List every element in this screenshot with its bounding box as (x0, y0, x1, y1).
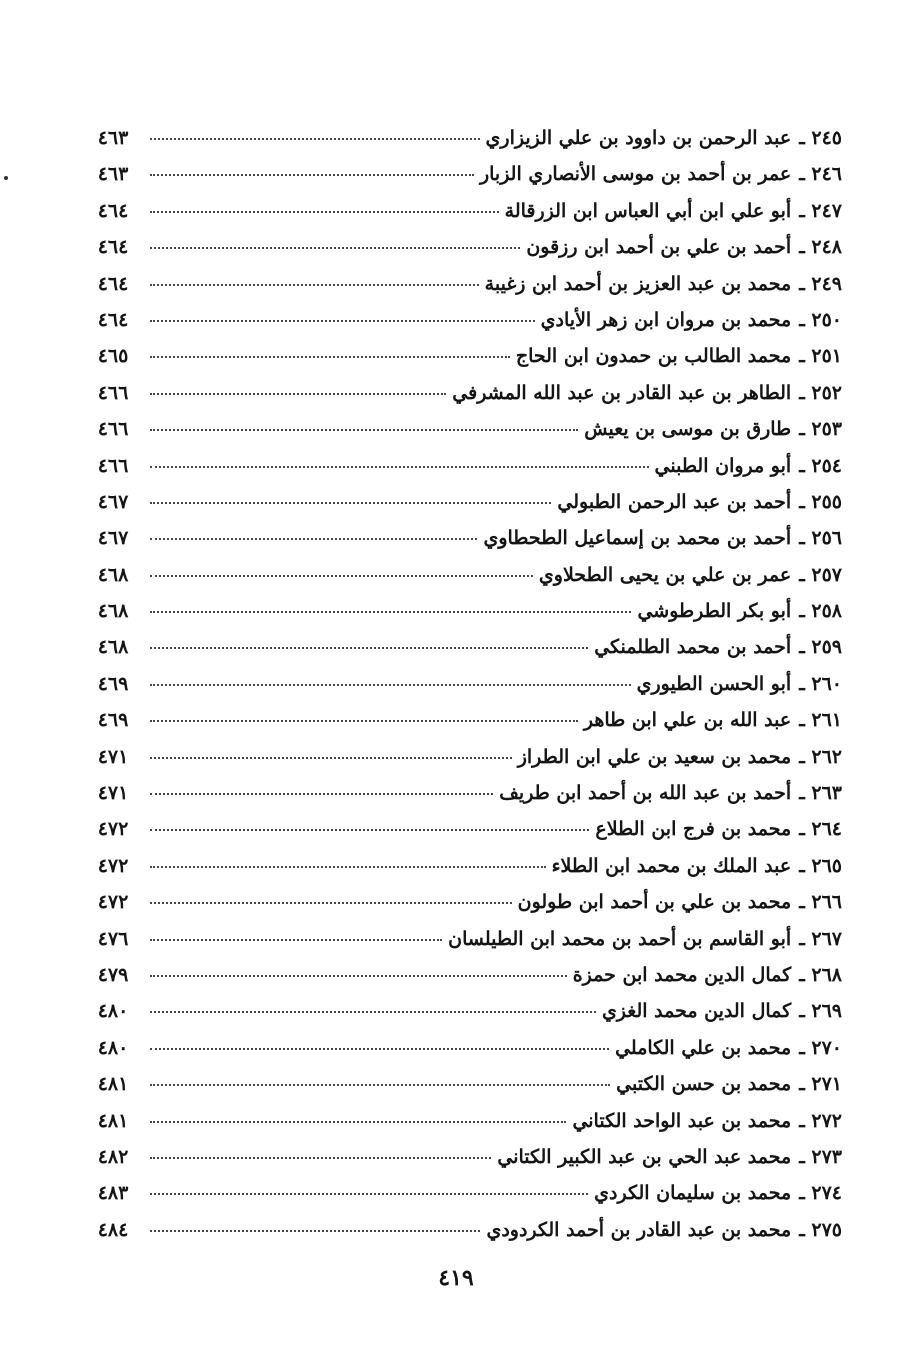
entry-number: ٢٧١ ـ (799, 1073, 842, 1096)
toc-entry (82, 1110, 842, 1146)
entry-page-number: ٤٨١ (97, 1073, 129, 1096)
toc-entry (82, 382, 842, 418)
entry-title: أبو الحسن الطيوري (636, 672, 792, 695)
entry-number: ٢٧٢ ـ (799, 1109, 842, 1132)
entry-title: محمد بن مروان ابن زهر الأيادي (540, 308, 792, 331)
dot-leader (150, 1157, 491, 1159)
toc-entry (82, 200, 842, 236)
entry-page-number: ٤٨٠ (97, 1036, 129, 1059)
entry-page-number: ٤٦٤ (97, 199, 129, 222)
entry-title: محمد عبد الحي بن عبد الكبير الكتاني (497, 1145, 792, 1168)
toc-entry (82, 600, 842, 636)
toc-entry (82, 1146, 842, 1182)
dot-leader (150, 902, 512, 904)
dot-leader (150, 174, 474, 176)
entry-page-number: ٤٧٢ (97, 854, 129, 877)
toc-entry (82, 527, 842, 563)
dot-leader (150, 1121, 566, 1123)
entry-page-number: ٤٦٦ (97, 418, 129, 441)
entry-number: ٢٤٦ ـ (799, 163, 842, 186)
dot-leader (150, 1193, 588, 1195)
dot-leader (150, 247, 520, 249)
dot-leader (150, 939, 442, 941)
dot-leader (150, 684, 631, 686)
entry-number: ٢٥٠ ـ (799, 308, 842, 331)
entry-page-number: ٤٧١ (97, 745, 129, 768)
dot-leader (150, 393, 446, 395)
entry-number: ٢٦٥ ـ (799, 854, 842, 877)
dot-leader (150, 356, 510, 358)
entry-page-number: ٤٦٣ (97, 127, 129, 149)
dot-leader (150, 793, 493, 795)
entry-title: كمال الدين محمد الغزي (601, 1000, 792, 1023)
entry-number: ٢٦٤ ـ (799, 818, 842, 841)
entry-title: أحمد بن عبد الرحمن الطبولي (557, 490, 792, 513)
entry-title: عبد الرحمن بن داوود بن علي الزيزاري (485, 127, 792, 149)
toc-entry (82, 964, 842, 1000)
toc-entry (82, 855, 842, 891)
dot-leader (150, 757, 512, 759)
entry-page-number: ٤٦٨ (97, 563, 129, 586)
entry-number: ٢٧٣ ـ (799, 1145, 842, 1168)
entry-number: ٢٥٧ ـ (799, 563, 842, 586)
toc-entry (82, 1182, 842, 1218)
entry-title: الطاهر بن عبد القادر بن عبد الله المشرفي (452, 381, 792, 404)
entry-title: أحمد بن علي بن أحمد ابن رزقون (526, 236, 792, 259)
entry-page-number: ٤٦٤ (97, 236, 129, 259)
entry-number: ٢٦٦ ـ (799, 891, 842, 914)
entry-number: ٢٤٥ ـ (799, 127, 842, 149)
toc-entry (82, 345, 842, 381)
dot-leader (150, 866, 546, 868)
dot-leader (150, 1011, 596, 1013)
entry-page-number: ٤٦٨ (97, 600, 129, 623)
entry-page-number: ٤٦٧ (97, 490, 129, 513)
dot-leader (150, 647, 588, 649)
toc-entry (82, 636, 842, 672)
entry-title: عمر بن أحمد بن موسى الأنصاري الزبار (479, 163, 792, 186)
entry-number: ٢٦٨ ـ (799, 963, 842, 986)
entry-title: محمد بن سعيد بن علي ابن الطراز (517, 745, 792, 768)
toc-entry (82, 673, 842, 709)
entry-title: محمد بن علي الكاملي (615, 1036, 792, 1059)
toc-entry (82, 491, 842, 527)
entry-title: محمد بن فرج ابن الطلاع (595, 818, 792, 841)
entry-title: محمد بن عبد العزيز بن أحمد ابن زغيبة (484, 272, 792, 295)
entry-number: ٢٧٠ ـ (799, 1036, 842, 1059)
entry-title: طارق بن موسى بن يعيش (584, 418, 792, 441)
entry-page-number: ٤٧٢ (97, 891, 129, 914)
toc-entry (82, 1000, 842, 1036)
entry-page-number: ٤٦٧ (97, 527, 129, 550)
entry-title: أبو مروان الطبني (654, 454, 792, 477)
entry-number: ٢٥٥ ـ (799, 490, 842, 513)
entry-number: ٢٥٣ ـ (799, 418, 842, 441)
entry-page-number: ٤٨٣ (97, 1182, 129, 1205)
dot-leader (150, 575, 533, 577)
entry-page-number: ٤٨٠ (97, 1000, 129, 1023)
entry-title: أبو بكر الطرطوشي (637, 600, 792, 623)
toc-entry (82, 163, 842, 199)
entry-title: كمال الدين محمد ابن حمزة (572, 963, 792, 986)
entry-number: ٢٦٢ ـ (799, 745, 842, 768)
toc-entry (82, 455, 842, 491)
toc-entry (82, 309, 842, 345)
dot-leader (150, 429, 578, 431)
toc-entry (82, 818, 842, 854)
dot-leader (150, 975, 567, 977)
toc-entry (82, 746, 842, 782)
entry-page-number: ٤٨٤ (97, 1218, 129, 1241)
entry-number: ٢٥٦ ـ (799, 527, 842, 550)
entry-page-number: ٤٦٤ (97, 272, 129, 295)
entry-number: ٢٥٨ ـ (799, 600, 842, 623)
toc-entry (82, 418, 842, 454)
entry-number: ٢٥٢ ـ (799, 381, 842, 404)
toc-entry (82, 782, 842, 818)
dot-leader (150, 502, 551, 504)
entry-number: ٢٥٩ ـ (799, 636, 842, 659)
toc-entry (82, 273, 842, 309)
entry-page-number: ٤٦٥ (97, 345, 129, 368)
dot-leader (150, 1048, 609, 1050)
dot-leader (150, 538, 477, 540)
entry-page-number: ٤٨١ (97, 1109, 129, 1132)
dot-leader (150, 720, 578, 722)
toc-entry (82, 891, 842, 927)
entry-title: أبو القاسم بن أحمد بن محمد ابن الطيلسان (448, 927, 792, 950)
page-number: ٤١٩ (438, 1265, 474, 1291)
dot-leader (150, 320, 535, 322)
toc-entry (82, 127, 842, 163)
entry-page-number: ٤٦٩ (97, 672, 129, 695)
toc-entry (82, 564, 842, 600)
entry-title: محمد بن سليمان الكردي (594, 1182, 792, 1205)
entry-title: محمد بن حسن الكتبي (616, 1073, 792, 1096)
dot-leader (150, 284, 479, 286)
toc-entry (82, 709, 842, 745)
entry-page-number: ٤٧٢ (97, 818, 129, 841)
toc-entry (82, 1073, 842, 1109)
entry-page-number: ٤٧٩ (97, 963, 129, 986)
entry-title: محمد بن علي بن أحمد ابن طولون (517, 891, 792, 914)
entry-page-number: ٤٦٤ (97, 308, 129, 331)
entry-title: أبو علي ابن أبي العباس ابن الزرقالة (504, 199, 792, 222)
entry-page-number: ٤٧٦ (97, 927, 129, 950)
entry-page-number: ٤٦٨ (97, 636, 129, 659)
entry-title: محمد الطالب بن حمدون ابن الحاج (515, 345, 792, 368)
entry-title: محمد بن عبد الواحد الكتاني (572, 1109, 792, 1132)
entry-number: ٢٦٧ ـ (799, 927, 842, 950)
entry-page-number: ٤٨٢ (97, 1145, 129, 1168)
entry-number: ٢٦٩ ـ (799, 1000, 842, 1023)
entry-number: ٢٤٧ ـ (799, 199, 842, 222)
stray-ink-dot (4, 176, 8, 180)
dot-leader (150, 1084, 610, 1086)
dot-leader (150, 611, 631, 613)
entry-title: محمد بن عبد القادر بن أحمد الكردودي (486, 1218, 792, 1241)
table-of-contents (82, 127, 842, 1255)
entry-title: عمر بن علي بن يحيى الطحلاوي (538, 563, 792, 586)
toc-entry (82, 236, 842, 272)
entry-page-number: ٤٧١ (97, 782, 129, 805)
entry-number: ٢٥٤ ـ (799, 454, 842, 477)
entry-number: ٢٤٨ ـ (799, 236, 842, 259)
entry-title: أحمد بن محمد بن إسماعيل الطحطاوي (483, 527, 792, 550)
entry-title: أحمد بن عبد الله بن أحمد ابن طريف (499, 782, 792, 805)
dot-leader (150, 211, 499, 213)
entry-number: ٢٧٥ ـ (799, 1218, 842, 1241)
entry-number: ٢٧٤ ـ (799, 1182, 842, 1205)
entry-title: عبد الله بن علي ابن طاهر (583, 709, 792, 732)
entry-number: ٢٦٣ ـ (799, 782, 842, 805)
toc-entry (82, 1219, 842, 1255)
entry-number: ٢٤٩ ـ (799, 272, 842, 295)
toc-entry (82, 1037, 842, 1073)
dot-leader (150, 1230, 480, 1232)
toc-entry (82, 928, 842, 964)
entry-page-number: ٤٦٦ (97, 381, 129, 404)
entry-title: عبد الملك بن محمد ابن الطلاء (551, 854, 792, 877)
dot-leader (150, 466, 649, 468)
entry-title: أحمد بن محمد الطلمنكي (594, 636, 792, 659)
dot-leader (150, 138, 480, 140)
entry-page-number: ٤٦٣ (97, 163, 129, 186)
entry-page-number: ٤٦٦ (97, 454, 129, 477)
entry-page-number: ٤٦٩ (97, 709, 129, 732)
dot-leader (150, 829, 589, 831)
entry-number: ٢٦٠ ـ (799, 672, 842, 695)
entry-number: ٢٥١ ـ (799, 345, 842, 368)
entry-number: ٢٦١ ـ (799, 709, 842, 732)
